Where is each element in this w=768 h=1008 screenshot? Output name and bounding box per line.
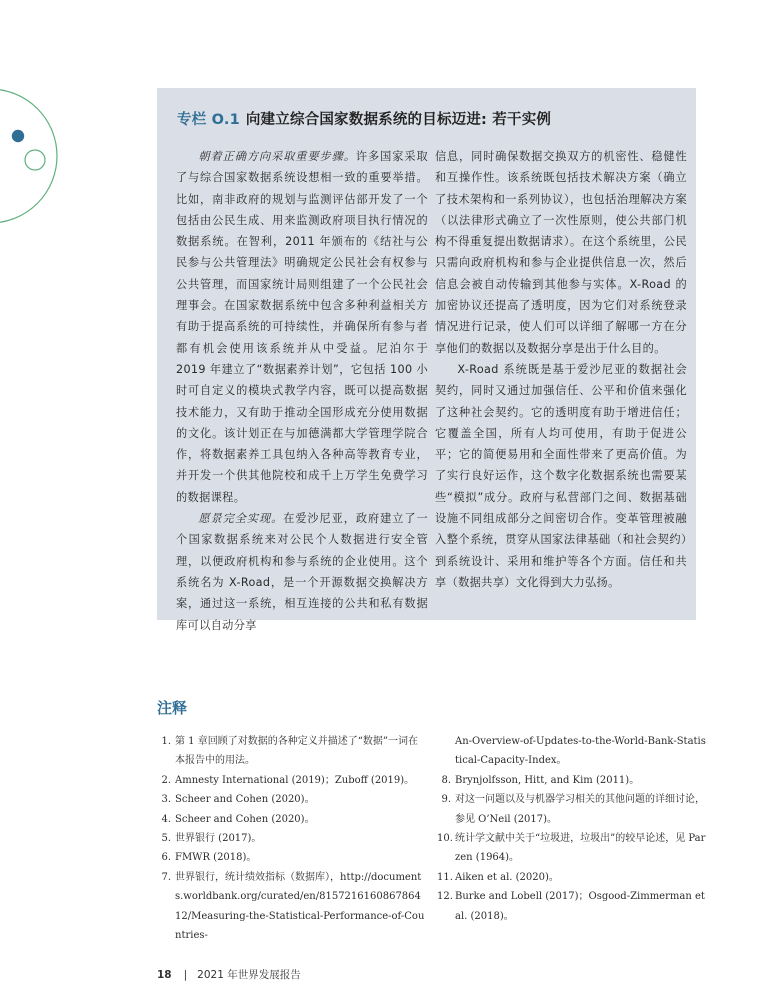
note-item: 6. FMWR (2018)。 <box>161 852 257 864</box>
footer-separator: | <box>183 969 188 981</box>
note-item: 10. 统计学文献中关于“垃圾进，垃圾出”的较早论述，见 Parzen (1964)。 <box>437 833 706 864</box>
note-item: 5. 世界银行 (2017)。 <box>161 833 262 845</box>
box-left-column <box>176 146 428 636</box>
note-item: 11. Aiken et al. (2020)。 <box>437 871 559 883</box>
note-item: 1. 第 1 章回顾了对数据的各种定义并描述了“数据”一词在本报告中的用法。 <box>161 736 418 767</box>
note-item: 12. Burke and Lobell (2017)；Osgood-Zimmerman et al. (2018)。 <box>437 891 705 922</box>
paragraph-lead: 愿景完全实现。 <box>198 512 284 526</box>
note-item-link[interactable]: 7. 世界银行，统计绩效指标（数据库），http://documents.worldbank.org/curated/en/815721616086786412/Measuring-the-Statistical-Performance-of-Countries- <box>161 871 425 942</box>
note-item: 3. Scheer and Cohen (2020)。 <box>161 794 315 806</box>
note-item: 2. Amnesty International (2019)；Zuboff (2019)。 <box>161 774 415 786</box>
note-item-continuation[interactable]: An-Overview-of-Updates-to-the-World-Bank-Statistical-Capacity-Index。 <box>455 736 706 767</box>
notes-right-column <box>437 732 707 926</box>
box-heading <box>177 108 551 129</box>
box-right-column <box>435 146 687 593</box>
filled-dot-icon <box>12 130 24 142</box>
notes-left-column <box>157 732 427 945</box>
large-ring-icon <box>0 89 57 223</box>
page-footer <box>157 967 301 982</box>
box-paragraph: 愿景完全实现。在爱沙尼亚，政府建立了一个国家数据系统来对公民个人数据进行安全管理，以便政府机构和参与系统的企业使用。这个系统名为 X-Road，是一个开源数据交换解决方案，通过这一系统，相互连接的公共和私有数据库可以自动分享 <box>176 512 429 632</box>
box-title: 向建立综合国家数据系统的目标迈进: 若干实例 <box>245 112 552 128</box>
box-paragraph: 朝着正确方向采取重要步骤。许多国家采取了与综合国家数据系统设想相一致的重要举措。比如，南非政府的规划与监测评估部开发了一个包括由公民生成、用来监测政府项目执行情况的数据系统。在智利，2011 年颁布的《结社与公民参与公共管理法》明确规定公民社会有权参与公共管理，而国家统计局则组建了一个公民社会理事会。在国家数据系统中包含多种利益相关方有助于提高系统的可持续性，并确保所有参与者都有机会使用该系统并从中受益。尼泊尔于 2019 年建立了“数据素养计划”，它包括 100 小时可自定义的模块式教学内容，既可以提高数据技术能力，又有助于推动全国形成充分使用数据的文化。该计划正在与加德满都大学管理学院合作，将数据素养工具包纳入各种高等教育专业，并开发一个供其他院校和成千上万学生免费学习的数据课程。 <box>176 150 428 504</box>
note-item: 8. Brynjolfsson, Hitt, and Kim (2011)。 <box>441 774 640 786</box>
note-item: 4. Scheer and Cohen (2020)。 <box>161 813 315 825</box>
small-ring-icon <box>25 150 45 170</box>
decorative-circles-graphic <box>0 80 80 240</box>
note-item: 9. 对这一问题以及与机器学习相关的其他问题的详细讨论，参见 O’Neil (2017)。 <box>441 794 705 825</box>
sidebar-box <box>157 88 696 632</box>
notes-heading: 注释 <box>157 699 188 717</box>
box-paragraph: X-Road 系统既是基于爱沙尼亚的数据社会契约，同时又通过加强信任、公平和价值来强化了这种社会契约。它的透明度有助于增进信任；它覆盖全国，所有人均可使用，有助于促进公平；它的简便易用和全面性带来了更高价值。为了实行良好运作，这个数字化数据系统也需要某些“模拟”成分。政府与私营部门之间、数据基础设施不同组成部分之间密切合作。变革管理被融入整个系统，贯穿从国家法律基础（和社会契约）到系统设计、采用和维护等各个方面。信任和共享（数据共享）文化得到大力弘扬。 <box>435 362 687 589</box>
report-title: 2021 年世界发展报告 <box>197 969 301 981</box>
box-paragraph: 信息，同时确保数据交换双方的机密性、稳健性和互操作性。该系统既包括技术解决方案（确立了技术架构和一系列协议），也包括治理解决方案（以法律形式确立了一次性原则，使公共部门机构不得重复提出数据请求）。在这个系统里，公民只需向政府机构和参与企业提供信息一次，然后信息会被自动传输到其他参与实体。X-Road 的加密协议还提高了透明度，因为它们对系统登录情况进行记录，使人们可以详细了解哪一方在分享他们的数据以及数据分享是出于什么目的。 <box>435 150 687 355</box>
page-number: 18 <box>157 969 172 981</box>
paragraph-lead: 朝着正确方向采取重要步骤。 <box>198 150 356 163</box>
box-label: 专栏 O.1 <box>177 112 240 128</box>
